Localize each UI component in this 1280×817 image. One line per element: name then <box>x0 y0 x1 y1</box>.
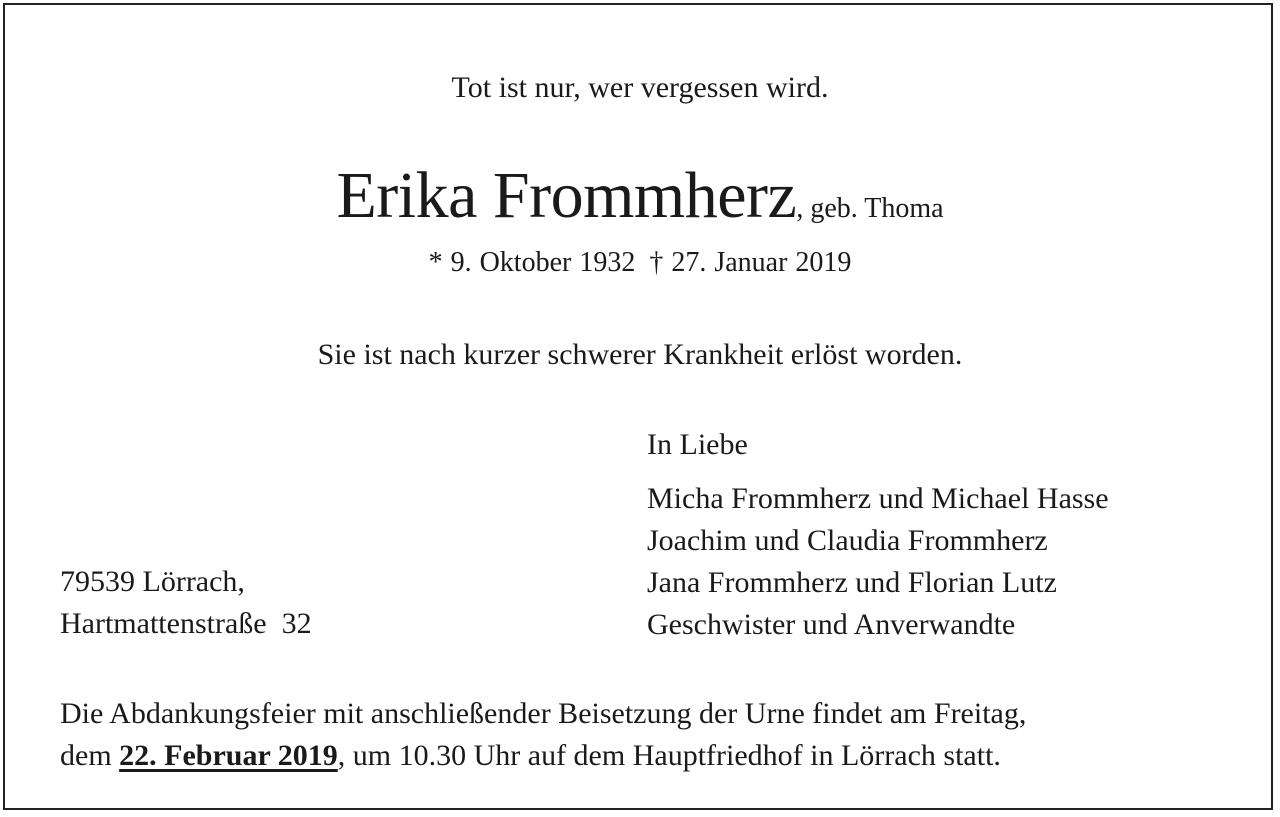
mourner-item: Joachim und Claudia Frommherz <box>647 524 1048 557</box>
statement: Sie ist nach kurzer schwerer Krankheit erlöst worden. <box>317 338 963 371</box>
address-city: 79539 Lörrach, <box>60 565 245 598</box>
signoff: In Liebe <box>647 428 748 461</box>
mourner-item: Geschwister und Anverwandte <box>647 608 1016 641</box>
death-date: † 27. Januar 2019 <box>649 247 852 278</box>
funeral-notice <box>60 693 1230 777</box>
deceased-name: Erika Frommherz <box>336 159 797 232</box>
mourner-item: Jana Frommherz und Florian Lutz <box>647 566 1057 599</box>
deceased-name-line <box>0 158 1280 234</box>
funeral-date: 22. Februar 2019 <box>119 739 338 772</box>
notice-suffix: , um 10.30 Uhr auf dem Hauptfriedhof in Lörrach statt. <box>337 739 1001 772</box>
notice-prefix: dem <box>60 739 120 772</box>
life-dates <box>0 244 1280 282</box>
mourners-list <box>647 478 1109 646</box>
birth-date: * 9. Oktober 1932 <box>428 247 636 278</box>
notice-line-2 <box>60 735 1230 777</box>
notice-border <box>3 3 1273 810</box>
motto: Tot ist nur, wer vergessen wird. <box>451 71 829 104</box>
notice-line-1: Die Abdankungsfeier mit anschließender Beisetzung der Urne findet am Freitag, <box>60 697 1027 730</box>
address-street: Hartmattenstraße 32 <box>60 607 312 640</box>
mourner-item: Micha Frommherz und Michael Hasse <box>647 482 1109 515</box>
address <box>60 561 312 645</box>
birth-name: , geb. Thoma <box>796 193 944 224</box>
